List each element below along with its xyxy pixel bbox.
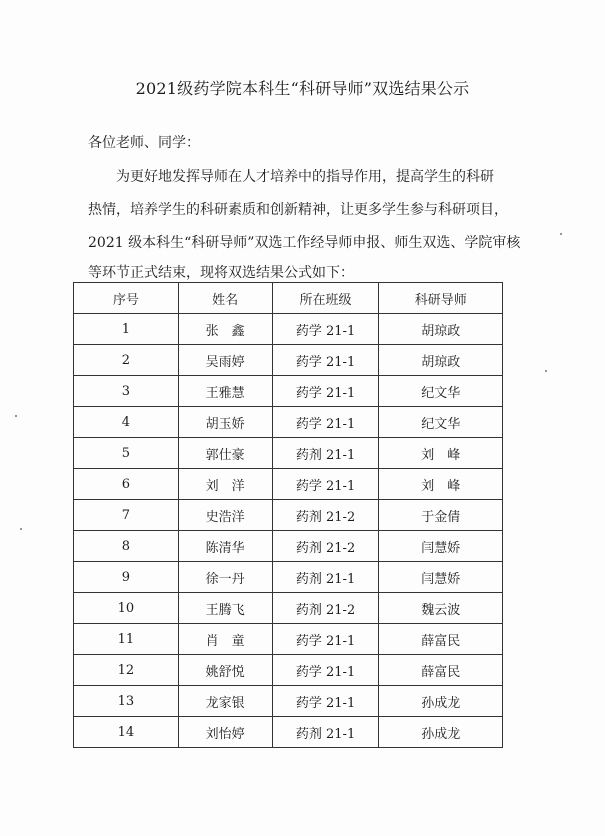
header-advisor: 科研导师 <box>379 283 503 314</box>
cell-name: 徐一丹 <box>178 562 272 593</box>
table-row <box>74 407 503 438</box>
table-row <box>74 500 503 531</box>
cell-index: 10 <box>74 593 179 624</box>
cell-class: 药学 21-1 <box>272 655 379 686</box>
header-name: 姓名 <box>178 283 272 314</box>
cell-name: 龙家银 <box>178 686 272 717</box>
table-row <box>74 314 503 345</box>
cell-class: 药学 21-1 <box>272 407 379 438</box>
cell-advisor: 闫慧娇 <box>379 531 503 562</box>
table-row <box>74 717 503 748</box>
cell-name: 郭仕豪 <box>178 438 272 469</box>
cell-class: 药剂 21-2 <box>272 500 379 531</box>
scan-speck <box>20 528 22 530</box>
paragraph-line-1: 为更好地发挥导师在人才培养中的指导作用，提高学生的科研 <box>116 169 494 185</box>
paragraph-line-3: 2021 级本科生“科研导师”双选工作经导师申报、师生双选、学院审核 <box>88 235 521 251</box>
cell-name: 吴雨婷 <box>178 345 272 376</box>
cell-advisor: 纪文华 <box>379 407 503 438</box>
table-row <box>74 655 503 686</box>
cell-advisor: 薛富民 <box>379 655 503 686</box>
cell-name: 陈清华 <box>178 531 272 562</box>
scan-speck <box>560 233 562 235</box>
cell-advisor: 孙成龙 <box>379 686 503 717</box>
cell-advisor: 胡琼政 <box>379 345 503 376</box>
cell-advisor: 闫慧娇 <box>379 562 503 593</box>
cell-index: 2 <box>74 345 179 376</box>
table-row <box>74 376 503 407</box>
cell-name: 刘 洋 <box>178 469 272 500</box>
cell-class: 药剂 21-1 <box>272 717 379 748</box>
paragraph-line-4: 等环节正式结束，现将双选结果公式如下： <box>88 265 354 281</box>
cell-advisor: 纪文华 <box>379 376 503 407</box>
cell-advisor: 刘 峰 <box>379 438 503 469</box>
cell-name: 史浩洋 <box>178 500 272 531</box>
cell-advisor: 魏云波 <box>379 593 503 624</box>
table-row <box>74 531 503 562</box>
cell-index: 6 <box>74 469 179 500</box>
cell-class: 药剂 21-1 <box>272 562 379 593</box>
cell-index: 13 <box>74 686 179 717</box>
table-row <box>74 624 503 655</box>
header-class: 所在班级 <box>272 283 379 314</box>
table-row <box>74 686 503 717</box>
cell-class: 药学 21-1 <box>272 314 379 345</box>
table-row <box>74 562 503 593</box>
table-row <box>74 345 503 376</box>
cell-name: 姚舒悦 <box>178 655 272 686</box>
scan-speck <box>15 415 17 417</box>
result-table <box>73 282 503 748</box>
cell-index: 12 <box>74 655 179 686</box>
cell-index: 14 <box>74 717 179 748</box>
cell-advisor: 于金倩 <box>379 500 503 531</box>
cell-index: 5 <box>74 438 179 469</box>
cell-advisor: 胡琼政 <box>379 314 503 345</box>
cell-class: 药剂 21-2 <box>272 593 379 624</box>
table-row <box>74 469 503 500</box>
table-row <box>74 593 503 624</box>
cell-class: 药学 21-1 <box>272 345 379 376</box>
cell-index: 9 <box>74 562 179 593</box>
cell-index: 7 <box>74 500 179 531</box>
table-header-row <box>74 283 503 314</box>
cell-index: 3 <box>74 376 179 407</box>
cell-class: 药学 21-1 <box>272 469 379 500</box>
cell-class: 药学 21-1 <box>272 376 379 407</box>
table-body <box>74 314 503 748</box>
scan-speck <box>545 370 547 372</box>
cell-index: 4 <box>74 407 179 438</box>
cell-name: 肖 童 <box>178 624 272 655</box>
header-index: 序号 <box>74 283 179 314</box>
greeting: 各位老师、同学： <box>88 135 200 151</box>
cell-index: 1 <box>74 314 179 345</box>
cell-name: 胡玉娇 <box>178 407 272 438</box>
cell-name: 王腾飞 <box>178 593 272 624</box>
table-row <box>74 438 503 469</box>
cell-name: 王雅慧 <box>178 376 272 407</box>
cell-class: 药剂 21-1 <box>272 438 379 469</box>
cell-advisor: 薛富民 <box>379 624 503 655</box>
cell-class: 药学 21-1 <box>272 624 379 655</box>
cell-advisor: 孙成龙 <box>379 717 503 748</box>
cell-advisor: 刘 峰 <box>379 469 503 500</box>
cell-index: 8 <box>74 531 179 562</box>
cell-index: 11 <box>74 624 179 655</box>
cell-class: 药学 21-1 <box>272 686 379 717</box>
cell-class: 药剂 21-2 <box>272 531 379 562</box>
document-title: 2021级药学院本科生“科研导师”双选结果公示 <box>135 79 470 98</box>
cell-name: 张 鑫 <box>178 314 272 345</box>
cell-name: 刘怡婷 <box>178 717 272 748</box>
paragraph-line-2: 热情，培养学生的科研素质和创新精神，让更多学生参与科研项目， <box>88 202 508 218</box>
